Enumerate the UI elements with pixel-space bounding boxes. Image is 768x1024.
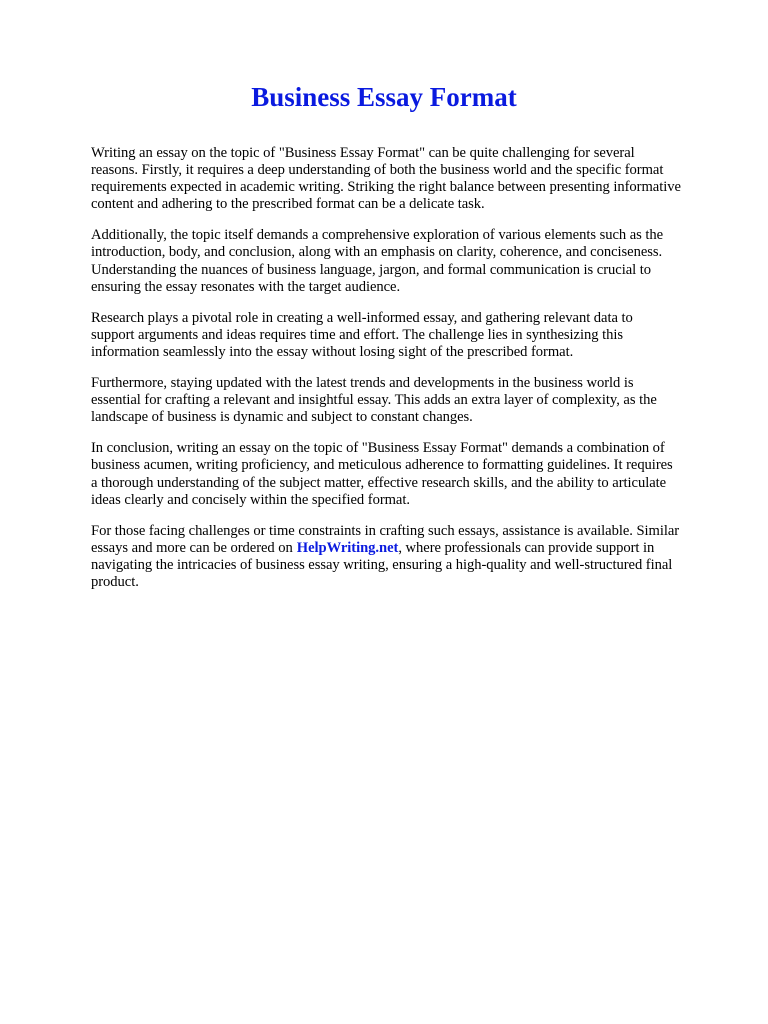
paragraph-line: Research plays a pivotal role in creating a well-informed essay, and gathering relevant data to — [91, 309, 633, 326]
document-title: Business Essay Format — [251, 82, 517, 112]
paragraph-intro — [91, 145, 731, 213]
paragraph-line: introduction, body, and conclusion, along with an emphasis on clarity, coherence, and conciseness. — [91, 244, 663, 261]
paragraph-line: Additionally, the topic itself demands a comprehensive exploration of various elements such as the — [91, 227, 664, 244]
paragraph-line-with-link — [91, 540, 731, 557]
paragraph-line: Furthermore, staying updated with the latest trends and developments in the business world is — [91, 375, 634, 392]
paragraph-line: Understanding the nuances of business language, jargon, and formal communication is crucial to — [91, 261, 651, 278]
paragraph-line: content and adhering to the prescribed format can be a delicate task. — [91, 196, 485, 213]
paragraph-line: a thorough understanding of the subject matter, effective research skills, and the ability to articulate — [91, 474, 667, 491]
paragraph-line: In conclusion, writing an essay on the topic of "Business Essay Format" demands a combination of — [91, 440, 665, 457]
paragraph-line: business acumen, writing proficiency, and meticulous adherence to formatting guidelines. It requires — [91, 457, 673, 474]
paragraph-line: Writing an essay on the topic of "Business Essay Format" can be quite challenging for several — [91, 145, 635, 161]
paragraph-line: support arguments and ideas requires time and effort. The challenge lies in synthesizing this — [91, 326, 623, 343]
link-lead-text: essays and more can be ordered on — [91, 539, 293, 556]
document-body — [91, 145, 731, 605]
paragraph-line: For those facing challenges or time constraints in crafting such essays, assistance is available. Similar — [91, 522, 680, 539]
paragraph-line: landscape of business is dynamic and subject to constant changes. — [91, 409, 473, 426]
paragraph-trends — [91, 375, 731, 426]
paragraph-conclusion — [91, 440, 731, 508]
link-trail-text: , where professionals can provide support in — [398, 539, 655, 556]
paragraph-line: navigating the intricacies of business essay writing, ensuring a high-quality and well-structured final — [91, 556, 673, 573]
paragraph-assistance — [91, 523, 731, 591]
paragraph-line: reasons. Firstly, it requires a deep understanding of both the business world and the specific format — [91, 162, 664, 179]
paragraph-elements — [91, 227, 731, 295]
paragraph-line: product. — [91, 573, 139, 590]
paragraph-line: essential for crafting a relevant and insightful essay. This adds an extra layer of complexity, as the — [91, 392, 657, 409]
paragraph-line: ensuring the essay resonates with the target audience. — [91, 278, 401, 295]
paragraph-line: requirements expected in academic writing. Striking the right balance between presenting informative — [91, 179, 681, 196]
helpwriting-link[interactable]: HelpWriting.net — [296, 539, 399, 556]
paragraph-line: information seamlessly into the essay without losing sight of the prescribed format. — [91, 343, 574, 360]
paragraph-research — [91, 310, 731, 361]
paragraph-line: ideas clearly and concisely within the specified format. — [91, 491, 410, 508]
